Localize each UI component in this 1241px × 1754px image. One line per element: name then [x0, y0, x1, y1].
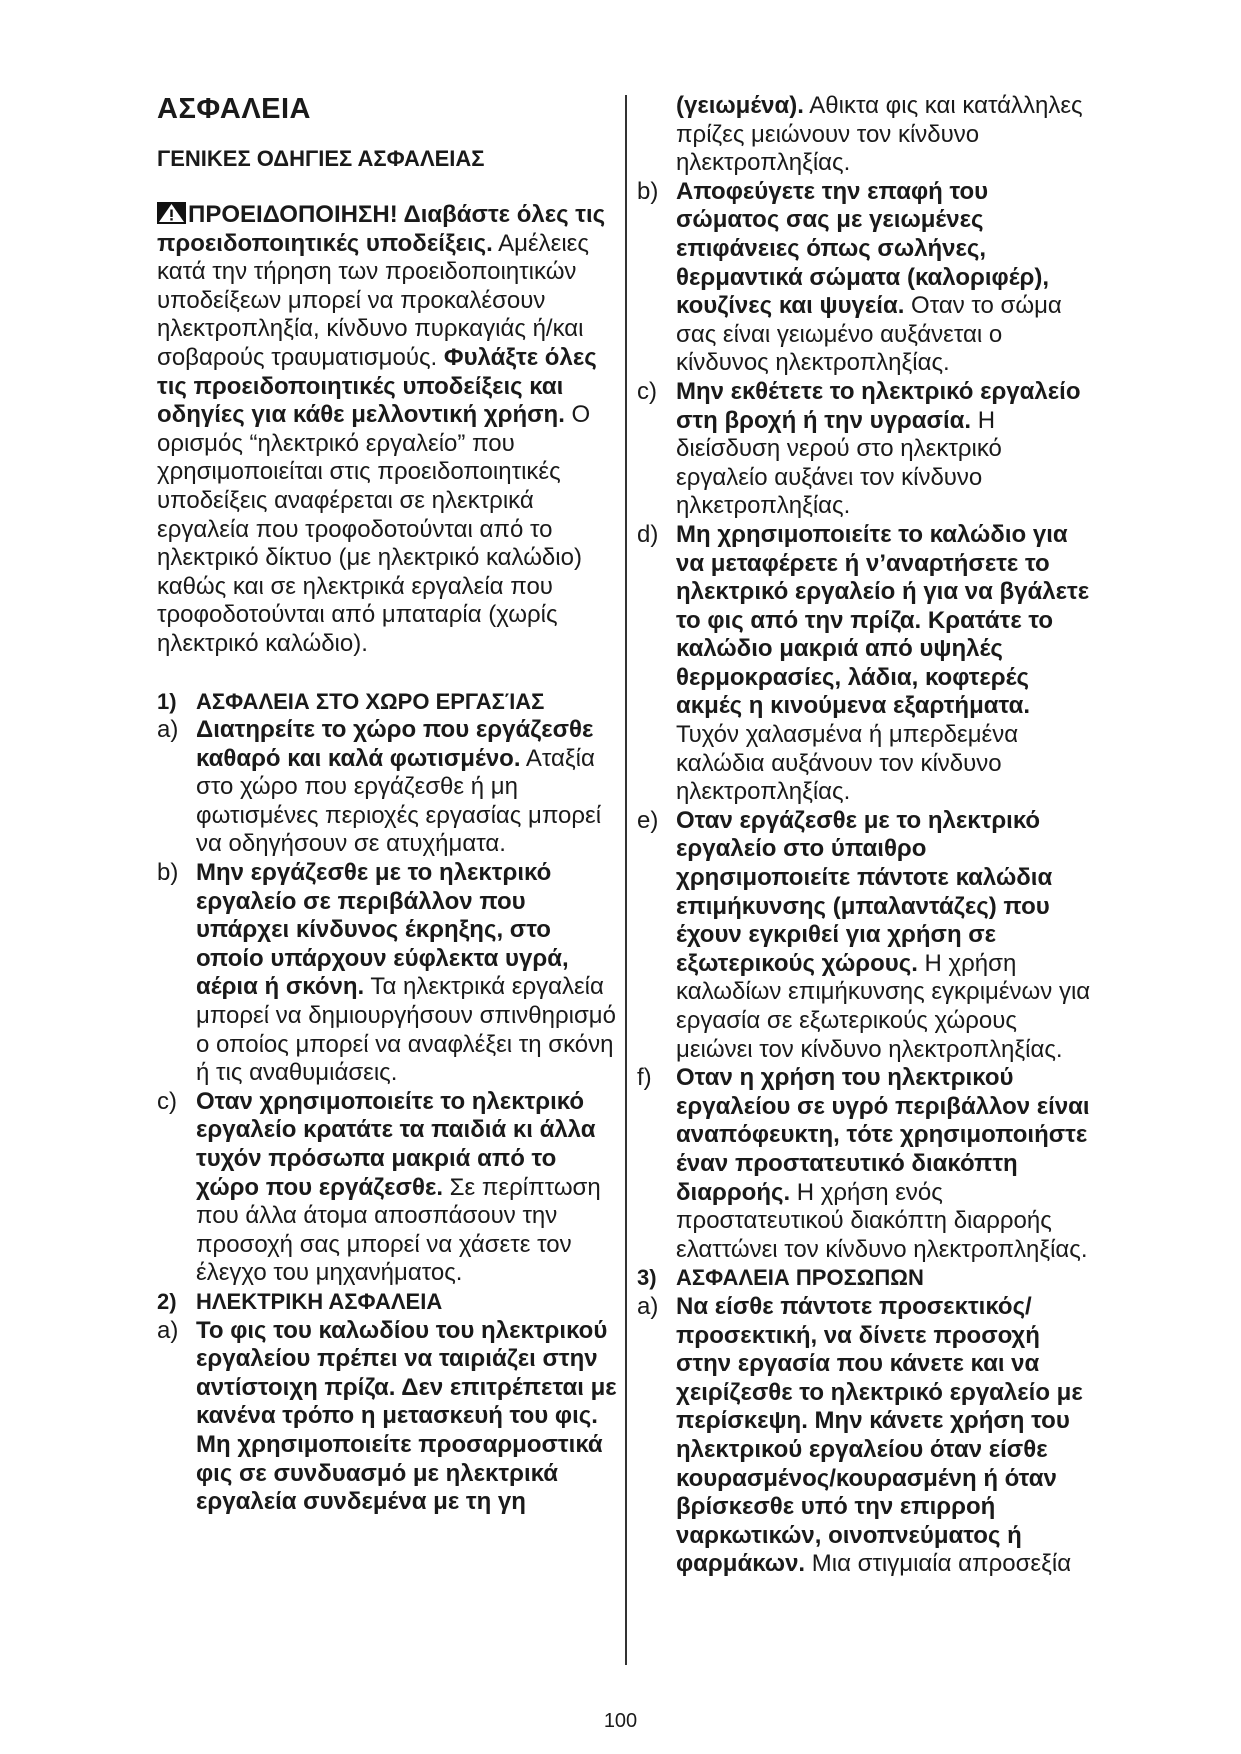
section-title: ΗΛΕΚΤΡΙΚΗ ΑΣΦΑΛΕΙΑ — [196, 1288, 443, 1314]
item-bold-text: Μην εργάζεσθε με το ηλεκτρικό εργαλείο σε περιβάλλον που υπάρχει κίνδυνος έκρηξης, στο οποίο υπάρχουν εύφλεκτα υγρά, αέρια ή σκόνη. — [196, 859, 569, 1001]
list-item — [637, 378, 1097, 521]
section-2-heading — [157, 1288, 620, 1317]
item-text: Η χρήση καλωδίων επιμήκυνσης εγκριμένων για εργασία σε εξωτερικούς χώρους μειώνει τον κίνδυνο ηλεκτροπληξίας. — [676, 949, 1091, 1063]
column-divider — [625, 95, 627, 1665]
list-item — [157, 1088, 620, 1288]
item-label: f) — [637, 1064, 652, 1092]
item-label: d) — [637, 520, 659, 548]
list-item — [637, 1064, 1097, 1264]
general-safety-heading: ΓΕΝΙΚΕΣ ΟΔΗΓΙΕΣ ΑΣΦΑΛΕΙΑΣ — [157, 146, 485, 171]
item-bold-text: Μη χρησιμοποιείτε το καλώδιο για να μεταφέρετε ή ν’αναρτήσετε το ηλεκτρικό εργαλείο ή για να βγάλετε το φις από την πρίζα. Κρατάτε το καλώδιο μακριά από υψηλές θερμοκρασίες, λάδια, κοφτερές ακμές η κινούμενα εξαρτήματα. — [676, 520, 1090, 720]
item-bold-text: Μην εκθέτετε το ηλεκτρικό εργαλείο στη βροχή ή την υγρασία. — [676, 377, 1081, 434]
item-label: c) — [637, 377, 657, 405]
item-bold-text: Αποφεύγετε την επαφή του σώματος σας με γειωμένες επιφάνειες όπως σωλήνες, θερμαντικά σώματα (καλοριφέρ), κουζίνες και ψυγεία. — [676, 177, 1050, 320]
page-title: ΑΣΦΑΛΕΙΑ — [157, 93, 311, 125]
section-number: 1) — [157, 688, 177, 714]
item-bold-text: Να είσθε πάντοτε προσεκτικός/ προσεκτική, να δίνετε προσοχή στην εργασία που κάνετε και να χειρίζεσθε το ηλεκτρικό εργαλείο με περίσκεψη. Μην κάνετε χρήση του ηλεκτρικού εργαλείου όταν είσθε κουρασμένος/κουρασμένη ή όταν βρίσκεσθε υπό την επιρροή ναρκωτικών, οινοπνεύματος ή φαρμάκων. — [676, 1292, 1083, 1578]
list-item — [157, 859, 620, 1088]
section-3-heading — [637, 1264, 1097, 1293]
item-text: Τα ηλεκτρικά εργαλεία μπορεί να δημιουργήσουν σπινθηρισμό ο οποίος μπορεί να αναφλέξει τη σκόνη ή τις αναθυμιάσεις. — [196, 973, 616, 1087]
list-item — [157, 716, 620, 859]
item-label: b) — [637, 177, 659, 205]
item-bold-text: (γειωμένα). — [676, 92, 804, 119]
list-item — [637, 1293, 1097, 1579]
right-column — [637, 92, 1097, 1579]
section-title: ΑΣΦΑΛΕΙΑ ΠΡΟΣΩΠΩΝ — [676, 1265, 924, 1291]
item-text: Οταν το σώμα σας είναι γειωμένο αυξάνεται ο κίνδυνος ηλεκτροπληξίας. — [676, 292, 1062, 377]
item-label: a) — [637, 1292, 659, 1320]
continued-item-text — [637, 92, 1097, 178]
item-bold-text: Το φις του καλωδίου του ηλεκτρικού εργαλείου πρέπει να ταιριάζει στην αντίστοιχη πρίζα. Δεν επιτρέπεται με κανένα τρόπο η μετασκευή του φις. Μη χρησιμοποιείτε προσαρμοστικά φις σε συνδυασμό με ηλεκτρικά εργαλεία συνδεμένα με τη γη — [196, 1316, 617, 1516]
item-text: Μια στιγμιαία απροσεξία — [805, 1550, 1072, 1578]
item-label: a) — [157, 1316, 179, 1344]
list-item — [637, 178, 1097, 378]
item-text: Τυχόν χαλασμένα ή μπερδεμένα καλώδια αυξάνουν τον κίνδυνο ηλεκτροπληξίας. — [676, 721, 1019, 806]
item-text: Αθικτα φις και κατάλληλες πρίζες μειώνουν τον κίνδυνο ηλεκτροπληξίας. — [676, 92, 1083, 177]
item-label: b) — [157, 859, 179, 887]
section-number: 2) — [157, 1288, 177, 1314]
section-title: ΑΣΦΑΛΕΙΑ ΣΤΟ ΧΩΡΟ ΕΡΓΑΣΊΑΣ — [196, 688, 545, 714]
item-label: a) — [157, 716, 179, 744]
item-bold-text: Διατηρείτε το χώρο που εργάζεσθε καθαρό και καλά φωτισμένο. — [196, 716, 594, 772]
warning-triangle-icon — [157, 202, 186, 224]
section-1-heading — [157, 688, 620, 717]
item-bold-text: Οταν χρησιμοποιείτε το ηλεκτρικό εργαλείο κρατάτε τα παιδιά κι άλλα τυχόν πρόσωπα μακριά από το χώρο που εργάζεσθε. — [196, 1087, 596, 1201]
item-text: Η διείσδυση νερού στο ηλεκτρικό εργαλείο αυξάνει τον κίνδυνο ηλκετροπληξίας. — [676, 406, 1002, 520]
item-label: e) — [637, 806, 659, 834]
warning-text: Αμέλειες κατά την τήρηση των προειδοποιητικών υποδείξεων μπορεί να προκαλέσουν ηλεκτροπληξία, κίνδυνο πυρκαγιάς ή/και σοβαρούς τραυματισμούς. — [157, 229, 589, 371]
keep-instructions-text: Φυλάξτε όλες τις προειδοποιητικές υποδείξεις και οδηγίες για κάθε μελλοντική χρήση. — [157, 343, 597, 429]
warning-bold-text: ΠΡΟΕΙΔΟΠΟΙΗΣΗ! Διαβάστε όλες τις προειδοποιητικές υποδείξεις. — [157, 201, 606, 257]
list-item — [637, 807, 1097, 1064]
definition-text: Ο ορισμός “ηλεκτρικό εργαλείο” που χρησιμοποιείται στις προειδοποιητικές υποδείξεις αναφέρεται σε ηλεκτρικά εργαλεία που τροφοδοτούνται από το ηλεκτρικό δίκτυο (με ηλεκτρικό καλώδιο) καθώς και σε ηλεκτρικά εργαλεία που τροφοδοτούνται από μπαταρία (χωρίς ηλεκτρικό καλώδιο). — [157, 401, 591, 657]
general-warning-paragraph — [157, 201, 620, 659]
page-number: 100 — [603, 1710, 638, 1732]
section-number: 3) — [637, 1265, 657, 1291]
item-bold-text: Οταν εργάζεσθε με το ηλεκτρικό εργαλείο στο ύπαιθρο χρησιμοποιείτε πάντοτε καλώδια επιμήκυνσης (μπαλαντάζες) που έχουν εγκριθεί για χρήση σε εξωτερικούς χώρους. — [676, 806, 1053, 977]
left-column — [157, 92, 620, 1517]
item-text: Σε περίπτωση που άλλα άτομα αποσπάσουν την προσοχή σας μπορεί να χάσετε τον έλεγχο του μηχανήματος. — [196, 1173, 601, 1287]
item-text: Η χρήση ενός προστατευτικού διακόπτη διαρροής ελαττώνει τον κίνδυνο ηλεκτροπληξίας. — [676, 1178, 1088, 1263]
item-text: Αταξία στο χώρο που εργάζεσθε ή μη φωτισμένες περιοχές εργασίας μπορεί να οδηγήσουν σε ατυχήματα. — [196, 744, 602, 858]
list-item — [157, 1317, 620, 1517]
list-item — [637, 521, 1097, 807]
item-label: c) — [157, 1087, 177, 1115]
item-bold-text: Οταν η χρήση του ηλεκτρικού εργαλείου σε υγρό περιβάλλον είναι αναπόφευκτη, τότε χρησιμοποιήστε έναν προστατευτικό διακόπτη διαρροής. — [676, 1064, 1090, 1206]
